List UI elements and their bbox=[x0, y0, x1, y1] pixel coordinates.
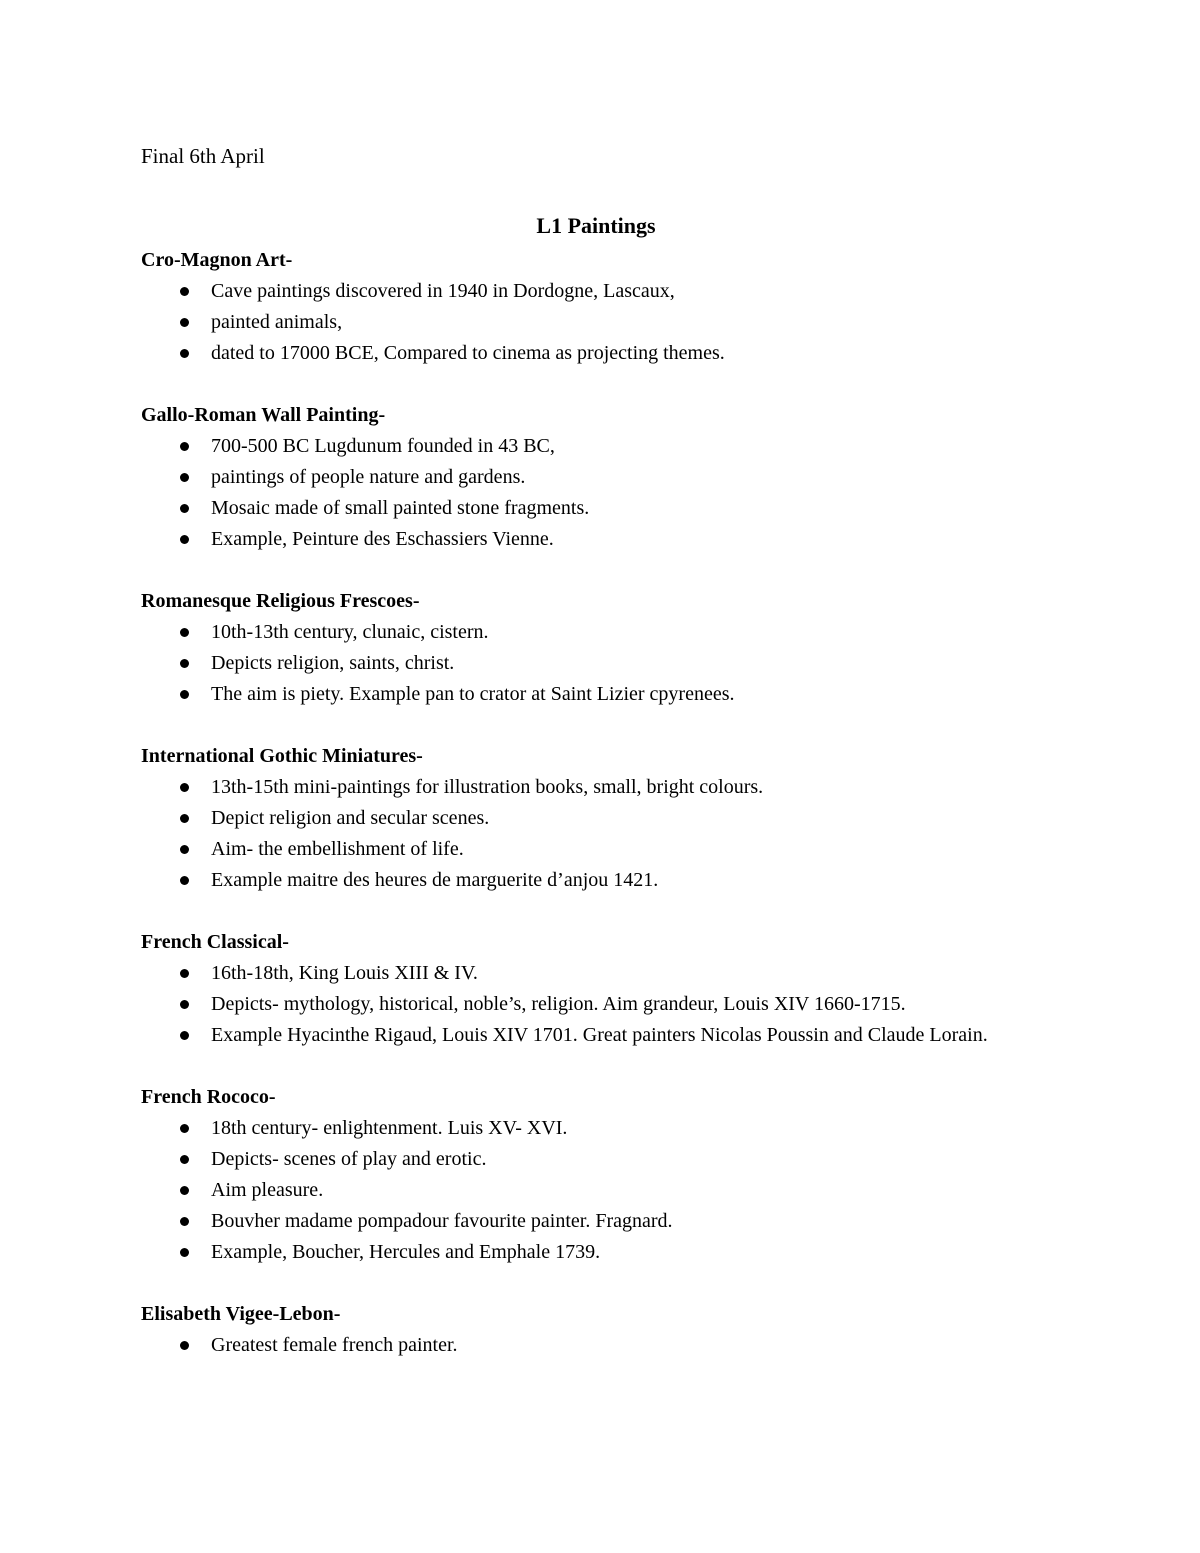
list-item-text: Depict religion and secular scenes. bbox=[211, 807, 490, 829]
list-item bbox=[141, 803, 1066, 834]
list-item-text: 16th-18th, King Louis XIII & IV. bbox=[211, 962, 478, 984]
list-item bbox=[141, 307, 1066, 338]
bullet-icon bbox=[180, 783, 189, 792]
list-item-text: 13th-15th mini-paintings for illustration books, small, bright colours. bbox=[211, 776, 764, 798]
bullet-icon bbox=[180, 1031, 189, 1040]
section-gallo-roman-wall-painting bbox=[141, 400, 1066, 555]
section-french-classical bbox=[141, 927, 1066, 1051]
section-heading: French Rococo- bbox=[141, 1086, 276, 1108]
section-heading: Gallo-Roman Wall Painting- bbox=[141, 404, 386, 426]
list-item-text: The aim is piety. Example pan to crator at Saint Lizier cpyrenees. bbox=[211, 683, 735, 705]
list-item bbox=[141, 1237, 1066, 1268]
bullet-icon bbox=[180, 1124, 189, 1133]
bullet-icon bbox=[180, 287, 189, 296]
bullet-icon bbox=[180, 690, 189, 699]
notes-content bbox=[141, 245, 1066, 1392]
bullet-icon bbox=[180, 1217, 189, 1226]
list-item-text: painted animals, bbox=[211, 311, 343, 333]
list-item bbox=[141, 958, 1066, 989]
list-item-text: dated to 17000 BCE, Compared to cinema as projecting themes. bbox=[211, 342, 725, 364]
list-item bbox=[141, 1175, 1066, 1206]
bullet-icon bbox=[180, 1155, 189, 1164]
bullet-list bbox=[141, 958, 1066, 1051]
section-heading: Cro-Magnon Art- bbox=[141, 249, 293, 271]
list-item bbox=[141, 1113, 1066, 1144]
list-item-text: Mosaic made of small painted stone fragments. bbox=[211, 497, 590, 519]
bullet-list bbox=[141, 772, 1066, 896]
list-item bbox=[141, 431, 1066, 462]
section-heading: Elisabeth Vigee-Lebon- bbox=[141, 1303, 341, 1325]
list-item bbox=[141, 462, 1066, 493]
list-item bbox=[141, 834, 1066, 865]
list-item-text: Greatest female french painter. bbox=[211, 1334, 458, 1356]
bullet-icon bbox=[180, 628, 189, 637]
bullet-icon bbox=[180, 473, 189, 482]
list-item-text: Example, Peinture des Eschassiers Vienne. bbox=[211, 528, 554, 550]
bullet-icon bbox=[180, 318, 189, 327]
list-item-text: Example maitre des heures de marguerite d’anjou 1421. bbox=[211, 869, 659, 891]
list-item bbox=[141, 1020, 1066, 1051]
list-item-text: Cave paintings discovered in 1940 in Dordogne, Lascaux, bbox=[211, 280, 675, 302]
bullet-icon bbox=[180, 1000, 189, 1009]
list-item-text: Example, Boucher, Hercules and Emphale 1739. bbox=[211, 1241, 601, 1263]
list-item-text: Example Hyacinthe Rigaud, Louis XIV 1701. Great painters Nicolas Poussin and Claude Lorain. bbox=[211, 1024, 988, 1046]
list-item-text: Depicts- mythology, historical, noble’s, religion. Aim grandeur, Louis XIV 1660-1715. bbox=[211, 993, 906, 1015]
list-item-text: Aim- the embellishment of life. bbox=[211, 838, 464, 860]
section-heading: Romanesque Religious Frescoes- bbox=[141, 590, 420, 612]
list-item bbox=[141, 1206, 1066, 1237]
section-international-gothic-miniatures bbox=[141, 741, 1066, 896]
list-item-text: 10th-13th century, clunaic, cistern. bbox=[211, 621, 489, 643]
bullet-icon bbox=[180, 504, 189, 513]
list-item-text: 18th century- enlightenment. Luis XV- XVI. bbox=[211, 1117, 568, 1139]
bullet-icon bbox=[180, 845, 189, 854]
bullet-list bbox=[141, 617, 1066, 710]
list-item bbox=[141, 865, 1066, 896]
bullet-list bbox=[141, 431, 1066, 555]
list-item-text: Depicts- scenes of play and erotic. bbox=[211, 1148, 487, 1170]
list-item-text: 700-500 BC Lugdunum founded in 43 BC, bbox=[211, 435, 555, 457]
section-romanesque-religious-frescoes bbox=[141, 586, 1066, 710]
bullet-icon bbox=[180, 1186, 189, 1195]
section-cro-magnon-art bbox=[141, 245, 1066, 369]
list-item bbox=[141, 679, 1066, 710]
bullet-icon bbox=[180, 1341, 189, 1350]
page-title: L1 Paintings bbox=[536, 213, 656, 238]
bullet-icon bbox=[180, 442, 189, 451]
list-item-text: paintings of people nature and gardens. bbox=[211, 466, 526, 488]
list-item bbox=[141, 772, 1066, 803]
list-item bbox=[141, 617, 1066, 648]
bullet-icon bbox=[180, 535, 189, 544]
list-item bbox=[141, 1144, 1066, 1175]
list-item bbox=[141, 524, 1066, 555]
section-elisabeth-vigee-lebon bbox=[141, 1299, 1066, 1361]
section-heading: International Gothic Miniatures- bbox=[141, 745, 423, 767]
bullet-icon bbox=[180, 969, 189, 978]
list-item bbox=[141, 1330, 1066, 1361]
bullet-icon bbox=[180, 876, 189, 885]
bullet-icon bbox=[180, 814, 189, 823]
list-item bbox=[141, 648, 1066, 679]
section-heading: French Classical- bbox=[141, 931, 289, 953]
bullet-icon bbox=[180, 1248, 189, 1257]
bullet-list bbox=[141, 1330, 1066, 1361]
bullet-list bbox=[141, 1113, 1066, 1268]
list-item bbox=[141, 493, 1066, 524]
list-item bbox=[141, 338, 1066, 369]
list-item bbox=[141, 276, 1066, 307]
bullet-list bbox=[141, 276, 1066, 369]
list-item bbox=[141, 989, 1066, 1020]
date-line: Final 6th April bbox=[141, 144, 265, 168]
list-item-text: Aim pleasure. bbox=[211, 1179, 324, 1201]
bullet-icon bbox=[180, 659, 189, 668]
section-french-rococo bbox=[141, 1082, 1066, 1268]
list-item-text: Depicts religion, saints, christ. bbox=[211, 652, 455, 674]
bullet-icon bbox=[180, 349, 189, 358]
list-item-text: Bouvher madame pompadour favourite painter. Fragnard. bbox=[211, 1210, 673, 1232]
